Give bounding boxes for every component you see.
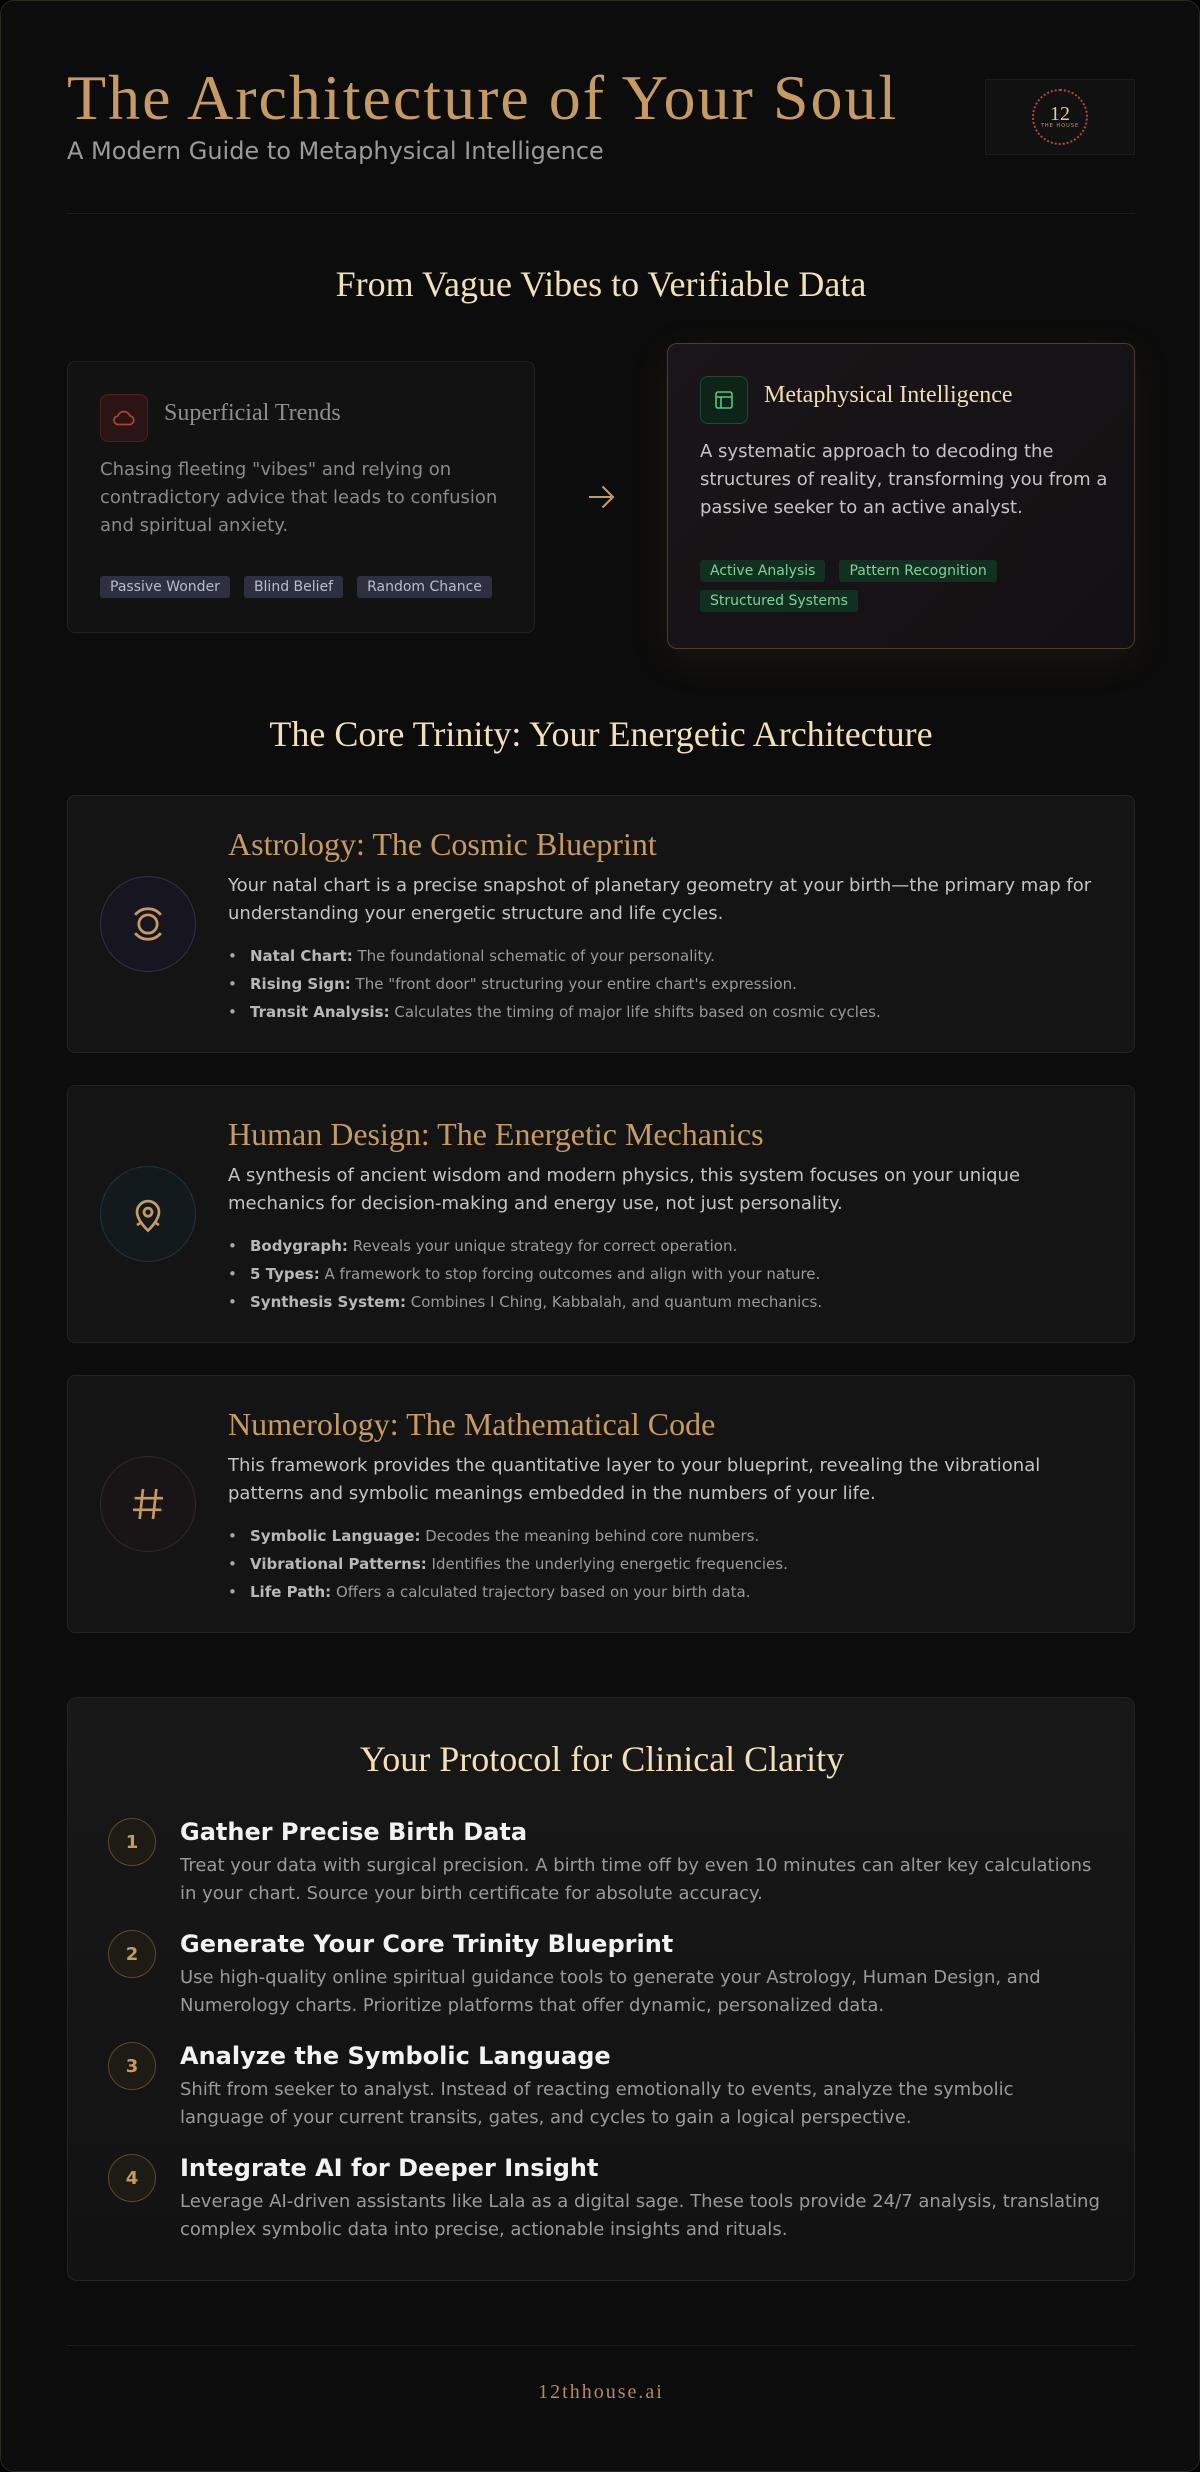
- card-description: Your natal chart is a precise snapshot of planetary geometry at your birth—the primary map for understanding your energetic structure and life cycles.: [228, 875, 1092, 924]
- location-pin-icon: [100, 1166, 196, 1262]
- list-item: • Symbolic Language: Decodes the meaning behind core numbers.: [228, 1522, 1108, 1550]
- step-description: Use high-quality online spiritual guidance tools to generate your Astrology, Human Design, and Numerology charts. Prioritize platforms that offer dynamic, personalized data.: [180, 1967, 1041, 2016]
- arrow-right-icon: [583, 479, 619, 519]
- list-item: • Vibrational Patterns: Identifies the underlying energetic frequencies.: [228, 1550, 1108, 1578]
- step-title: Generate Your Core Trinity Blueprint: [180, 1930, 674, 1958]
- card-title: Human Design: The Energetic Mechanics: [228, 1116, 764, 1152]
- step-description: Treat your data with surgical precision. A birth time off by even 10 minutes can alter key calculations in your chart. Source your birth certificate for absolute accuracy.: [180, 1855, 1092, 1904]
- logo-subtext: THE HOUSE: [1040, 123, 1080, 129]
- comparison-heading: From Vague Vibes to Verifiable Data: [335, 264, 867, 304]
- cloud-icon: [100, 394, 148, 442]
- numerology-card: [67, 1375, 1135, 1633]
- header-divider: [67, 213, 1135, 214]
- step-number-badge: 2: [108, 1930, 156, 1978]
- step-title: Analyze the Symbolic Language: [180, 2042, 611, 2070]
- step-description: Leverage AI-driven assistants like Lala as a digital sage. These tools provide 24/7 analysis, translating complex symbolic data into precise, actionable insights and rituals.: [180, 2191, 1100, 2240]
- tag-list: [700, 560, 1120, 612]
- protocol-section: [67, 1697, 1135, 2281]
- step-number-badge: 1: [108, 1818, 156, 1866]
- card-title: Metaphysical Intelligence: [764, 382, 1013, 408]
- card-title: Superficial Trends: [164, 400, 341, 426]
- protocol-heading: Your Protocol for Clinical Clarity: [359, 1739, 845, 1779]
- list-item: • Synthesis System: Combines I Ching, Kabbalah, and quantum mechanics.: [228, 1288, 1108, 1316]
- card-title: Astrology: The Cosmic Blueprint: [228, 826, 657, 862]
- card-title: Numerology: The Mathematical Code: [228, 1406, 716, 1442]
- step-number-badge: 4: [108, 2154, 156, 2202]
- metaphysical-intelligence-card: [667, 343, 1135, 649]
- footer-divider: [67, 2345, 1135, 2346]
- astrology-card: [67, 795, 1135, 1053]
- superficial-trends-card: [67, 361, 535, 633]
- tag-list: [100, 576, 520, 598]
- page-title: The Architecture of Your Soul: [67, 62, 899, 133]
- logo-ring-icon: [1032, 89, 1088, 145]
- trinity-heading: The Core Trinity: Your Energetic Architecture: [269, 714, 933, 754]
- list-item: • Rising Sign: The "front door" structuring your entire chart's expression.: [228, 970, 1108, 998]
- human-design-card: [67, 1085, 1135, 1343]
- logo[interactable]: [985, 79, 1135, 155]
- step-description: Shift from seeker to analyst. Instead of reacting emotionally to events, analyze the symbolic language of your current transits, gates, and cycles to gain a logical perspective.: [180, 2079, 1014, 2128]
- feature-list: [228, 1522, 1108, 1606]
- astrology-ring-icon: [100, 876, 196, 972]
- list-item: • Natal Chart: The foundational schematic of your personality.: [228, 942, 1108, 970]
- footer-link[interactable]: 12thhouse.ai: [538, 2381, 664, 2403]
- card-description: This framework provides the quantitative layer to your blueprint, revealing the vibrational patterns and symbolic meanings embedded in the numbers of your life.: [228, 1455, 1041, 1504]
- step-title: Gather Precise Birth Data: [180, 1818, 528, 1846]
- card-description: A synthesis of ancient wisdom and modern physics, this system focuses on your unique mechanics for decision-making and energy use, not just personality.: [228, 1165, 1021, 1214]
- tag: Blind Belief: [244, 576, 343, 598]
- step-number-badge: 3: [108, 2042, 156, 2090]
- card-text: Chasing fleeting "vibes" and relying on contradictory advice that leads to confusion and spiritual anxiety.: [100, 459, 498, 536]
- step-title: Integrate AI for Deeper Insight: [180, 2154, 599, 2182]
- tag: Passive Wonder: [100, 576, 230, 598]
- list-item: • 5 Types: A framework to stop forcing outcomes and align with your nature.: [228, 1260, 1108, 1288]
- hash-icon: [100, 1456, 196, 1552]
- tag: Active Analysis: [700, 560, 825, 582]
- list-item: • Life Path: Offers a calculated trajectory based on your birth data.: [228, 1578, 1108, 1606]
- header: [67, 61, 1135, 213]
- page-subtitle: A Modern Guide to Metaphysical Intelligence: [67, 137, 604, 165]
- tag: Random Chance: [357, 576, 492, 598]
- list-item: • Transit Analysis: Calculates the timing of major life shifts based on cosmic cycles.: [228, 998, 1108, 1026]
- logo-number: 12: [1050, 103, 1070, 125]
- feature-list: [228, 1232, 1108, 1316]
- tag: Pattern Recognition: [839, 560, 996, 582]
- layout-icon: [700, 376, 748, 424]
- feature-list: [228, 942, 1108, 1026]
- tag: Structured Systems: [700, 590, 858, 612]
- list-item: • Bodygraph: Reveals your unique strategy for correct operation.: [228, 1232, 1108, 1260]
- card-text: A systematic approach to decoding the structures of reality, transforming you from a passive seeker to an active analyst.: [700, 441, 1108, 518]
